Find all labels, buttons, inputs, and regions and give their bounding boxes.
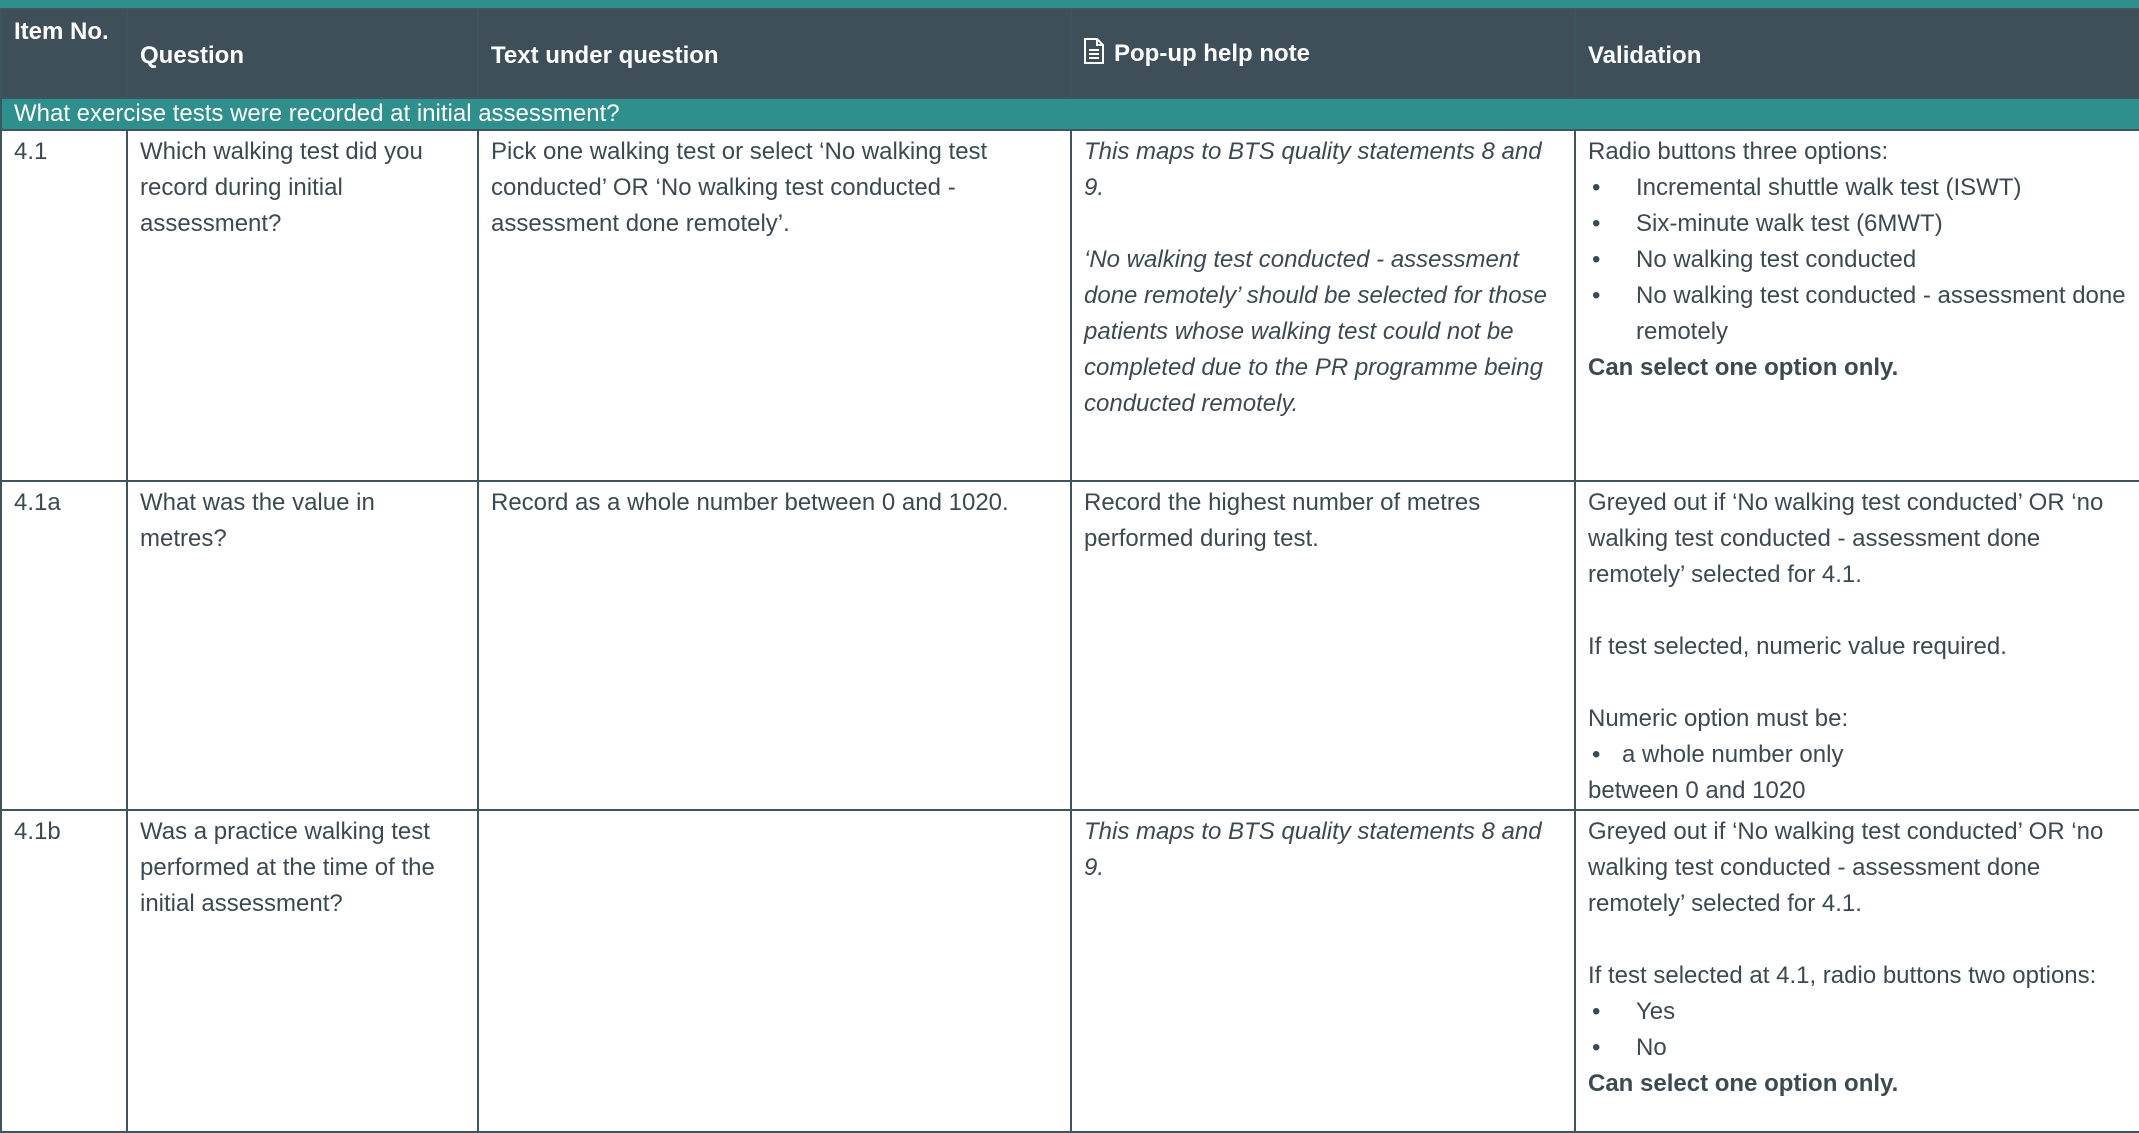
header-help-note [1071, 9, 1575, 98]
validation-paragraph: Numeric option must be: [1588, 705, 1849, 732]
list-item: • Incremental shuttle walk test (ISWT) [1588, 170, 2127, 206]
header-text-under: Text under question [478, 9, 1071, 98]
bullet-icon: • [1592, 998, 1601, 1025]
validation-paragraph: If test selected, numeric value required. [1588, 633, 2007, 660]
section-title: What exercise tests were recorded at initial assessment? [1, 98, 2139, 130]
list-item: • No walking test conducted - assessment done remotely [1588, 278, 2127, 350]
validation-options-list [1588, 994, 2127, 1066]
validation-footer: Can select one option only. [1588, 354, 1899, 381]
validation-paragraph: Greyed out if ‘No walking test conducted’ OR ‘no walking test conducted - assessment done remotely’ selected for 4.1. [1588, 489, 2104, 588]
validation-cell [1575, 481, 2139, 810]
header-help-note-label: Pop-up help note [1114, 40, 1310, 67]
validation-cell [1575, 810, 2139, 1132]
header-row [1, 9, 2139, 98]
table-row [1, 481, 2139, 810]
help-note-paragraph: ‘No walking test conducted - assessment done remotely’ should be selected for those patients whose walking test could not be completed due to the PR programme being conducted remotely. [1084, 246, 1547, 417]
help-note-paragraph: This maps to BTS quality statements 8 and 9. [1084, 138, 1542, 201]
question-cell: Was a practice walking test performed at the time of the initial assessment? [127, 810, 478, 1132]
validation-paragraph: between 0 and 1020 [1588, 777, 1806, 804]
header-item-no: Item No. [1, 9, 127, 98]
list-item: • No [1588, 1030, 2127, 1066]
list-item: • Yes [1588, 994, 2127, 1030]
header-validation: Validation [1575, 9, 2139, 98]
table-row [1, 810, 2139, 1132]
help-note-cell [1071, 130, 1575, 481]
validation-footer: Can select one option only. [1588, 1070, 1899, 1097]
bullet-icon: • [1592, 1034, 1601, 1061]
table-row [1, 130, 2139, 481]
list-item: • No walking test conducted [1588, 242, 2127, 278]
text-under-cell: Pick one walking test or select ‘No walking test conducted’ OR ‘No walking test conducted - assessment done remotely’. [478, 130, 1071, 481]
validation-options-list [1588, 737, 2127, 773]
header-question: Question [127, 9, 478, 98]
validation-options-list [1588, 170, 2127, 350]
top-accent-bar [0, 0, 2139, 8]
text-under-cell [478, 810, 1071, 1132]
bullet-icon: • [1592, 282, 1601, 309]
validation-cell [1575, 130, 2139, 481]
validation-paragraph: If test selected at 4.1, radio buttons two options: [1588, 962, 2097, 989]
spec-table [0, 8, 2139, 1133]
list-item: • Six-minute walk test (6MWT) [1588, 206, 2127, 242]
text-under-cell: Record as a whole number between 0 and 1020. [478, 481, 1071, 810]
validation-intro: Radio buttons three options: [1588, 138, 1889, 165]
item-number: 4.1a [1, 481, 127, 810]
question-cell: What was the value in metres? [127, 481, 478, 810]
item-number: 4.1b [1, 810, 127, 1132]
section-row [1, 98, 2139, 130]
bullet-icon: • [1592, 174, 1601, 201]
list-item: • a whole number only [1588, 737, 2127, 773]
help-note-cell: This maps to BTS quality statements 8 and 9. [1071, 810, 1575, 1132]
bullet-icon: • [1592, 741, 1601, 768]
validation-paragraph: Greyed out if ‘No walking test conducted’ OR ‘no walking test conducted - assessment done remotely’ selected for 4.1. [1588, 818, 2104, 917]
item-number: 4.1 [1, 130, 127, 481]
bullet-icon: • [1592, 246, 1601, 273]
question-cell: Which walking test did you record during initial assessment? [127, 130, 478, 481]
document-icon [1084, 38, 1104, 75]
bullet-icon: • [1592, 210, 1601, 237]
help-note-cell: Record the highest number of metres performed during test. [1071, 481, 1575, 810]
